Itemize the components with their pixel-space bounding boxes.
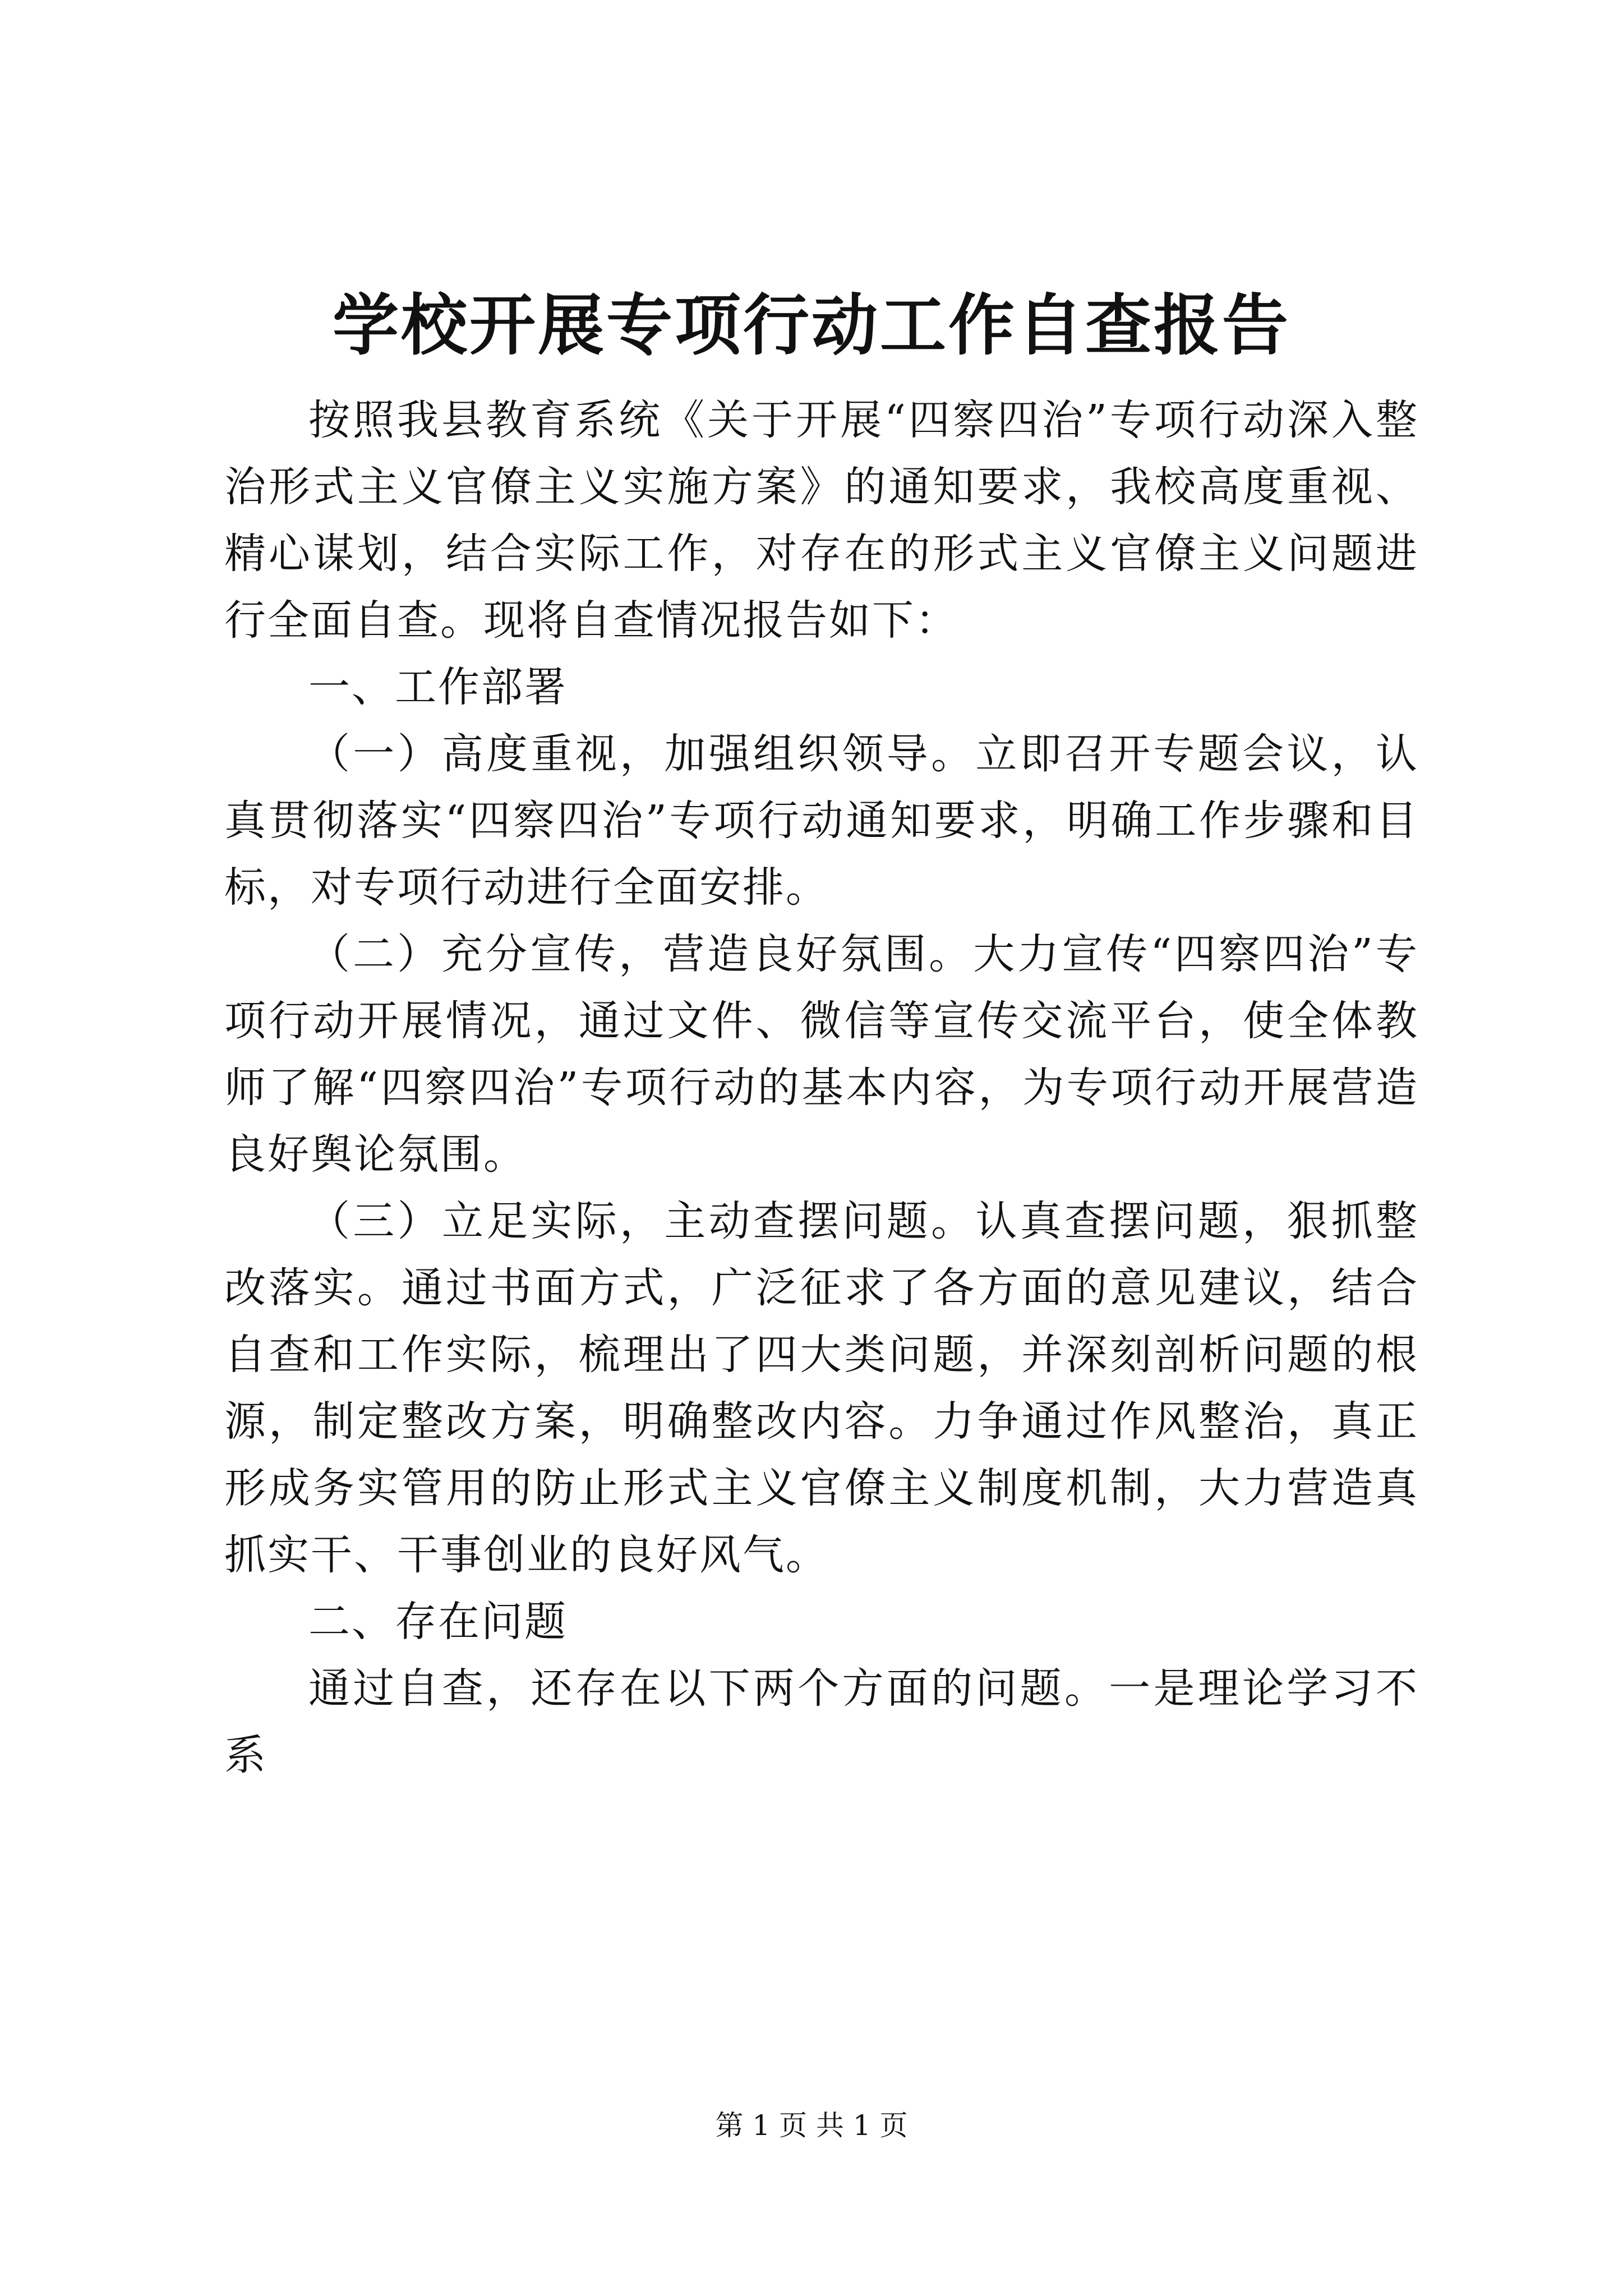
intro-paragraph: 按照我县教育系统《关于开展“四察四治”专项行动深入整治形式主义官僚主义实施方案》的通知要求，我校高度重视、精心谋划，结合实际工作，对存在的形式主义官僚主义问题进行全面自查。现将自查情况报告如下： xyxy=(224,396,1419,645)
paragraph-item-1: （一）高度重视，加强组织领导。立即召开专题会议，认真贯彻落实“四察四治”专项行动通知要求，明确工作步骤和目标，对专项行动进行全面安排。 xyxy=(224,730,1419,912)
page-footer: 第 1 页 共 1 页 xyxy=(715,2109,908,2142)
paragraph-item-3: （三）立足实际，主动查摆问题。认真查摆问题，狠抓整改落实。通过书面方式，广泛征求了各方面的意见建议，结合自查和工作实际，梳理出了四大类问题，并深刻剖析问题的根源，制定整改方案，明确整改内容。力争通过作风整治，真正形成务实管用的防止形式主义官僚主义制度机制，大力营造真抓实干、干事创业的良好风气。 xyxy=(224,1197,1419,1579)
section-heading-work-deployment: 一、工作部署 xyxy=(308,663,568,711)
document-body xyxy=(224,387,1419,1789)
paragraph-item-2: （二）充分宣传，营造良好氛围。大力宣传“四察四治”专项行动开展情况，通过文件、微信等宣传交流平台，使全体教师了解“四察四治”专项行动的基本内容，为专项行动开展营造良好舆论氛围。 xyxy=(224,930,1419,1179)
section-heading-problems: 二、存在问题 xyxy=(308,1598,568,1646)
document-title: 学校开展专项行动工作自查报告 xyxy=(332,286,1290,364)
problems-paragraph: 通过自查，还存在以下两个方面的问题。一是理论学习不系 xyxy=(224,1664,1419,1779)
